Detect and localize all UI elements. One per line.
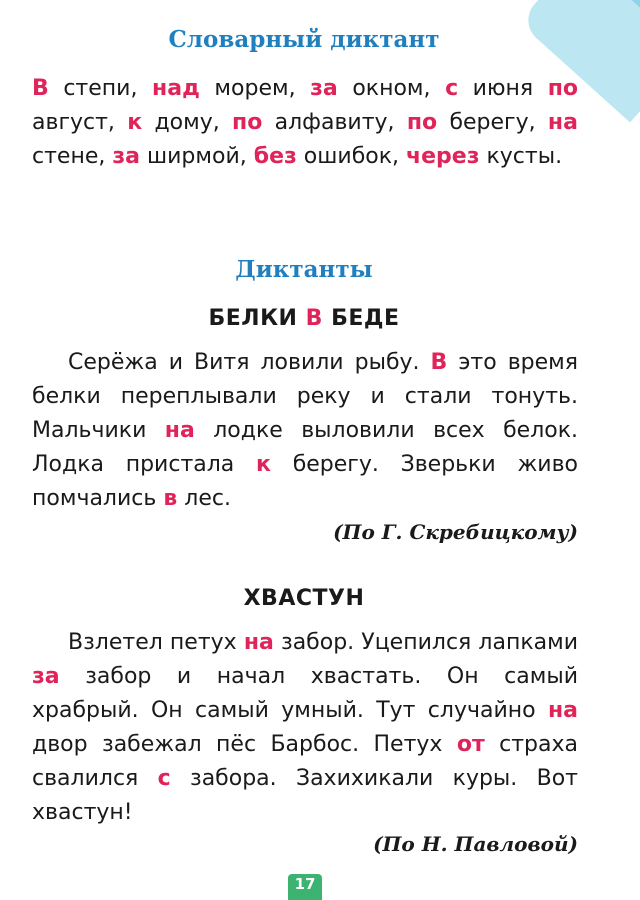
page-number: 17	[288, 874, 322, 900]
story2-source: (По Н. Павловой)	[373, 832, 578, 856]
preposition-highlight: на	[164, 418, 195, 443]
preposition-highlight: В	[32, 76, 49, 101]
preposition-highlight: от	[456, 732, 485, 757]
preposition-highlight: на	[243, 630, 274, 655]
preposition-highlight: на	[547, 110, 578, 135]
preposition-highlight: за	[310, 76, 338, 101]
preposition-highlight: по	[406, 110, 438, 135]
preposition-highlight: на	[547, 698, 578, 723]
story1-title	[0, 306, 608, 331]
preposition-highlight: по	[232, 110, 263, 135]
preposition-highlight: по	[547, 76, 579, 101]
preposition-highlight: В	[430, 350, 448, 375]
preposition-highlight: без	[253, 144, 297, 169]
story1-title-preposition: В	[305, 306, 323, 331]
preposition-highlight: через	[406, 144, 480, 169]
preposition-highlight: с	[445, 76, 459, 101]
story2-text: Взлетел петух на забор. Уцепился лапками за забор и начал хвастать. Он самый храбрый. Он самый умный. Тут случайно на двор забежал пёс Барбос. Петух от страха свалился с забора. Захихикали куры. Вот хвастун!	[32, 630, 578, 825]
preposition-highlight: к	[256, 452, 271, 477]
story2-title: ХВАСТУН	[243, 586, 365, 611]
dictations-heading: Диктанты	[235, 256, 373, 283]
preposition-highlight: за	[32, 664, 60, 689]
story1-title-start: БЕЛКИ	[208, 306, 306, 331]
vocab-dictation-text: В степи, над морем, за окном, с июня по август, к дому, по алфавиту, по берегу, на стене, за ширмой, без ошибок, через кусты.	[32, 76, 579, 169]
preposition-highlight: за	[112, 144, 140, 169]
preposition-highlight: с	[157, 766, 171, 791]
preposition-highlight: над	[152, 76, 200, 101]
preposition-highlight: в	[163, 486, 178, 511]
vocab-dictation-heading: Словарный диктант	[168, 26, 440, 53]
story1-title-end: БЕДЕ	[322, 306, 400, 331]
preposition-highlight: к	[127, 110, 143, 135]
story1-source: (По Г. Скребицкому)	[333, 520, 578, 544]
story1-text: Серёжа и Витя ловили рыбу. В это время белки переплывали реку и стали тонуть. Мальчики на лодке выловили всех белок. Лодка пристала к берегу. Зверьки живо помчались в лес.	[32, 350, 578, 511]
